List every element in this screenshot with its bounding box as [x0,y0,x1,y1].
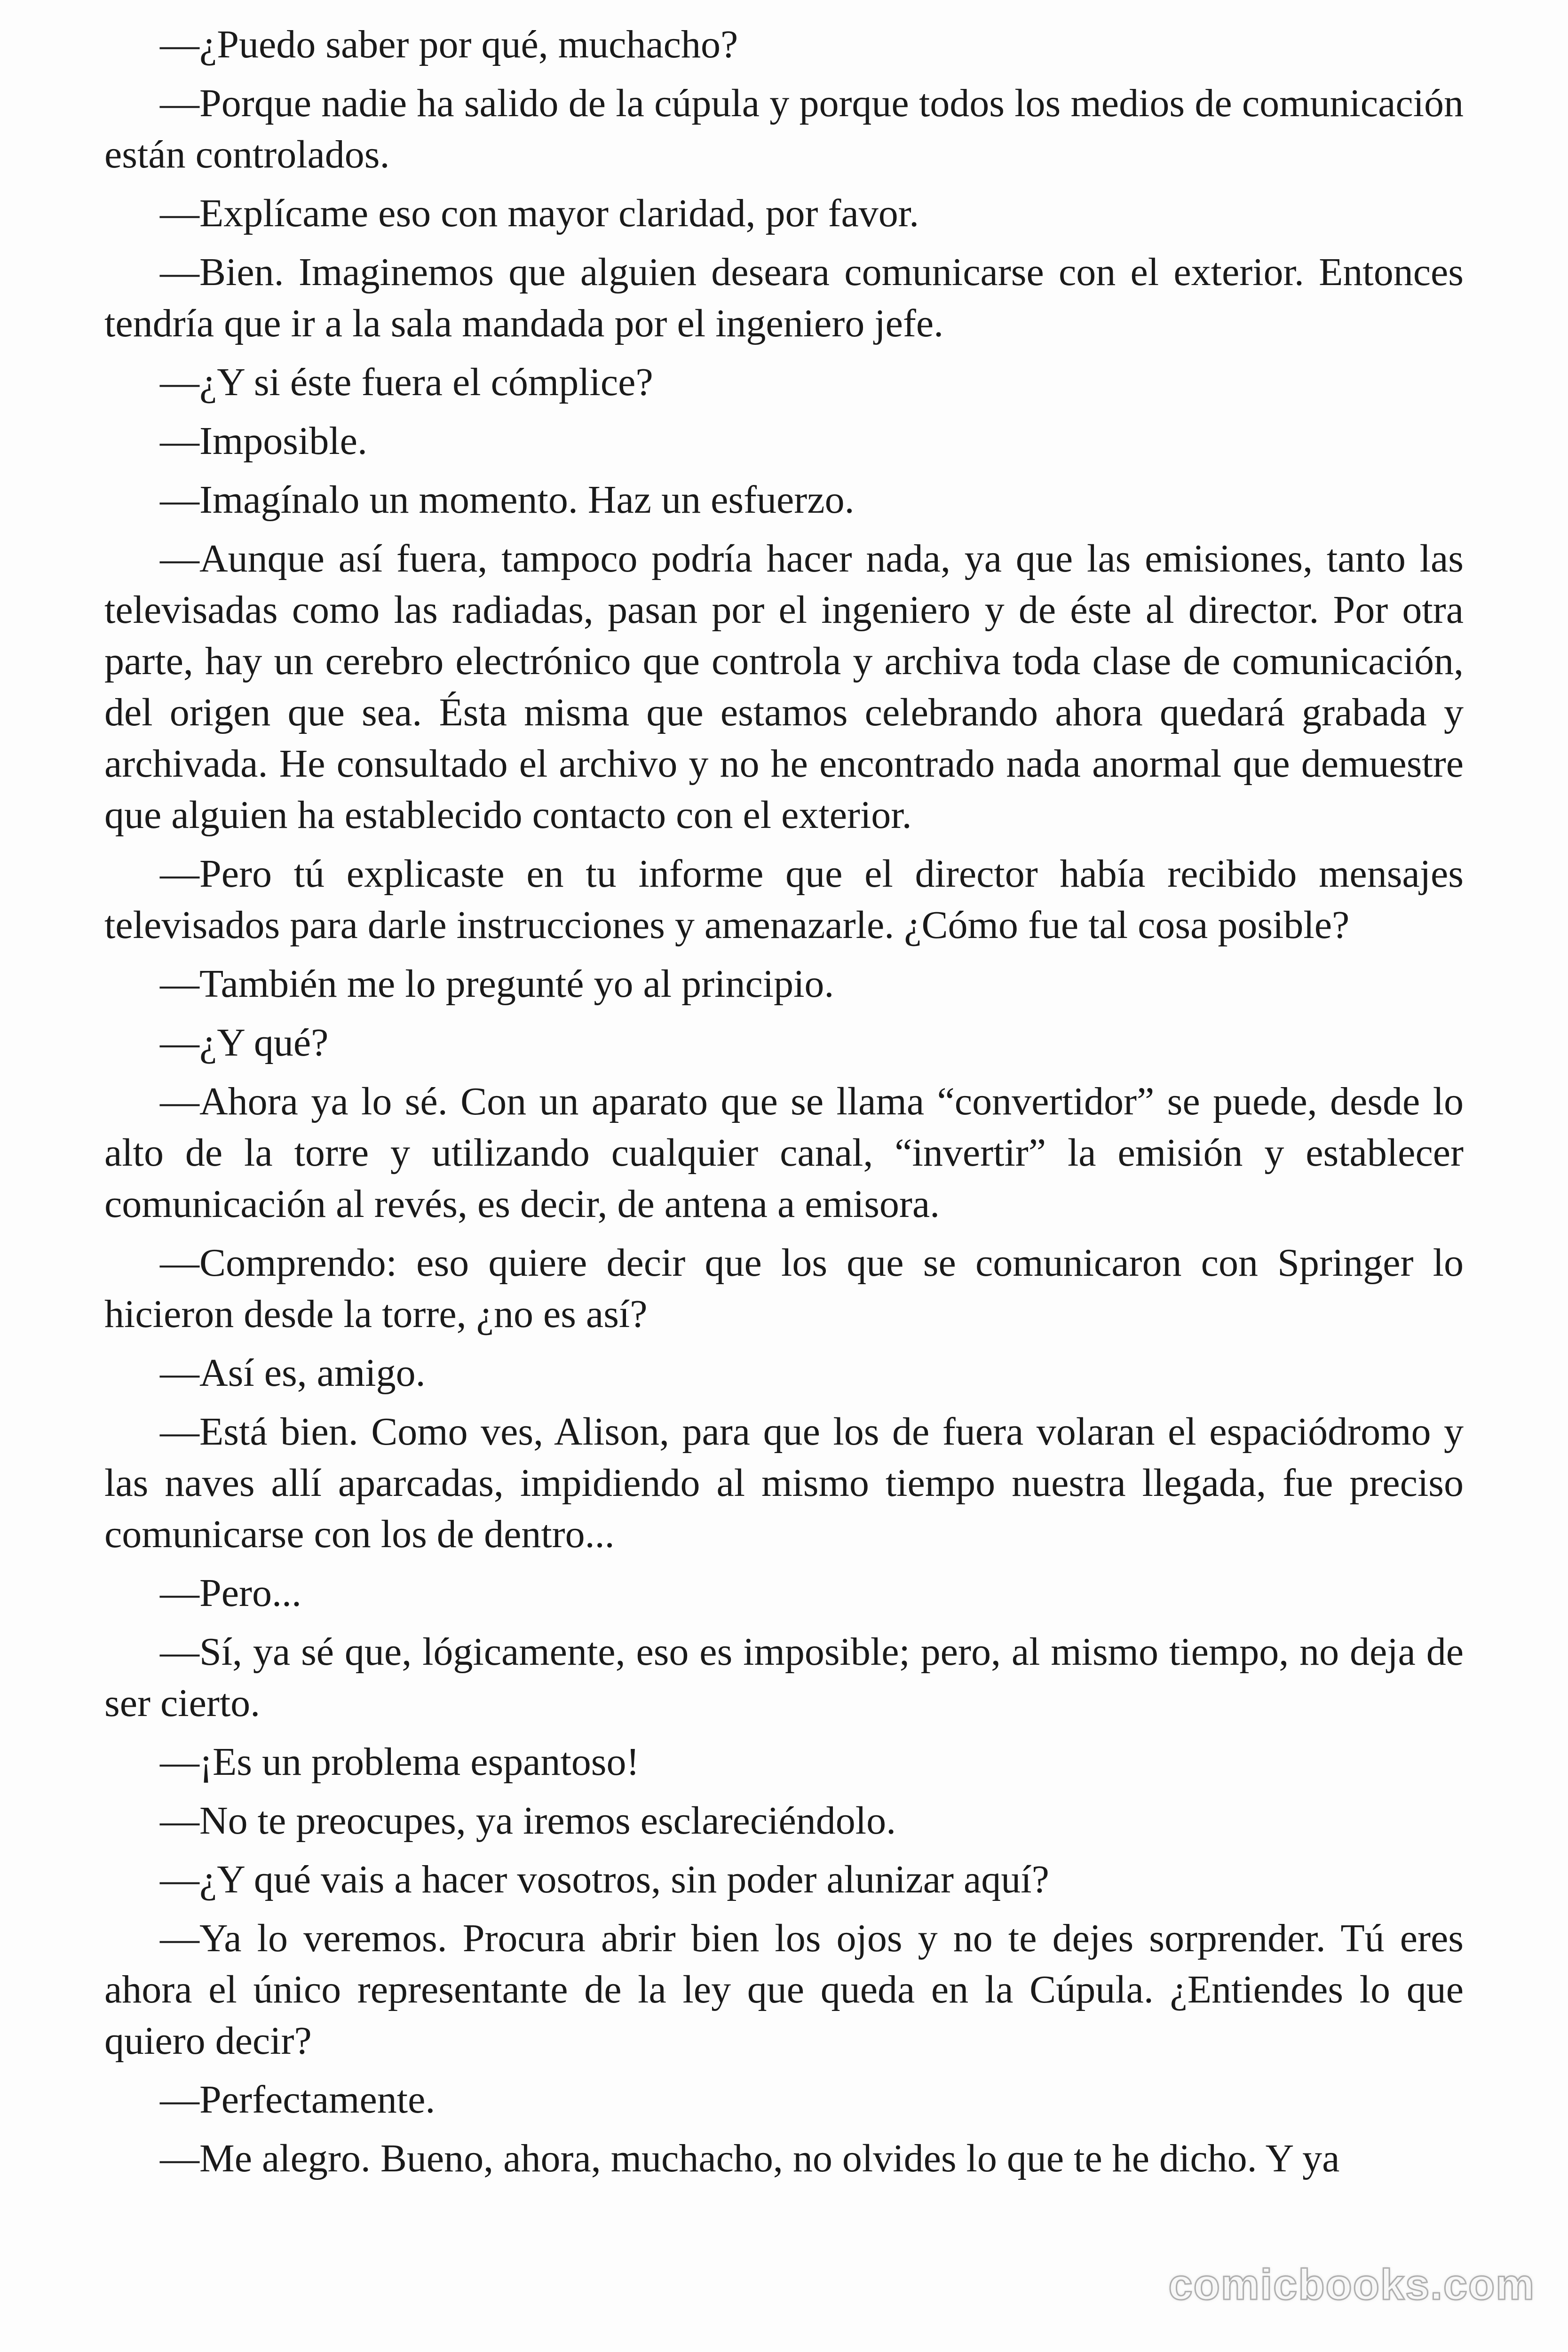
paragraph: —Perfectamente. [160,2078,436,2122]
paragraph: —¡Es un problema espantoso! [160,1740,640,1784]
paragraph: —Ya lo veremos. Procura abrir bien los ojos y no te dejes sorprender. Tú eres ahora el único representante de la ley que queda en la Cúpula. ¿Entiendes lo que quiero decir? [104,1916,1464,2063]
paragraph: —Pero tú explicaste en tu informe que el director había recibido mensajes televisados para darle instrucciones y amenazarle. ¿Cómo fue tal cosa posible? [104,852,1464,947]
paragraph: —Aunque así fuera, tampoco podría hacer nada, ya que las emisiones, tanto las televisadas como las radiadas, pasan por el ingeniero y de éste al director. Por otra parte, hay un cerebro electrónico que controla y archiva toda clase de comunicación, del origen que sea. Ésta misma que estamos celebrando ahora quedará grabada y archivada. He consultado el archivo y no he encontrado nada anormal que demuestre que alguien ha establecido contacto con el exterior. [104,537,1464,837]
paragraph: —Así es, amigo. [160,1351,426,1395]
paragraph: —Porque nadie ha salido de la cúpula y porque todos los medios de comunicación están controlados. [104,81,1464,176]
paragraph: —¿Y qué vais a hacer vosotros, sin poder alunizar aquí? [160,1858,1049,1901]
paragraph: —Bien. Imaginemos que alguien deseara comunicarse con el exterior. Entonces tendría que ir a la sala mandada por el ingeniero jefe. [104,250,1464,345]
paragraph: —Imagínalo un momento. Haz un esfuerzo. [160,478,855,522]
paragraph: —Imposible. [160,419,367,463]
paragraph: —No te preocupes, ya iremos esclareciéndolo. [160,1799,896,1843]
paragraph: —Está bien. Como ves, Alison, para que los de fuera volaran el espaciódromo y las naves allí aparcadas, impidiendo al mismo tiempo nuestra llegada, fue preciso comunicarse con los de dentro... [104,1410,1464,1556]
paragraph: —Comprendo: eso quiere decir que los que se comunicaron con Springer lo hicieron desde la torre, ¿no es así? [104,1241,1464,1336]
paragraph: —Explícame eso con mayor claridad, por favor. [160,191,919,235]
page-text [104,19,1464,2192]
paragraph: —Me alegro. Bueno, ahora, muchacho, no olvides lo que te he dicho. Y ya [160,2137,1340,2180]
paragraph: —¿Y si éste fuera el cómplice? [160,360,653,404]
paragraph: —¿Y qué? [160,1021,329,1065]
paragraph: —Pero... [160,1571,301,1615]
paragraph: —¿Puedo saber por qué, muchacho? [160,23,738,66]
paragraph: —Sí, ya sé que, lógicamente, eso es imposible; pero, al mismo tiempo, no deja de ser cierto. [104,1630,1464,1725]
paragraph: —También me lo pregunté yo al principio. [160,962,834,1006]
watermark: comicbooks.com [1168,2261,1535,2309]
paragraph: —Ahora ya lo sé. Con un aparato que se llama “convertidor” se puede, desde lo alto de la torre y utilizando cualquier canal, “invertir” la emisión y establecer comunicación al revés, es decir, de antena a emisora. [104,1080,1464,1226]
